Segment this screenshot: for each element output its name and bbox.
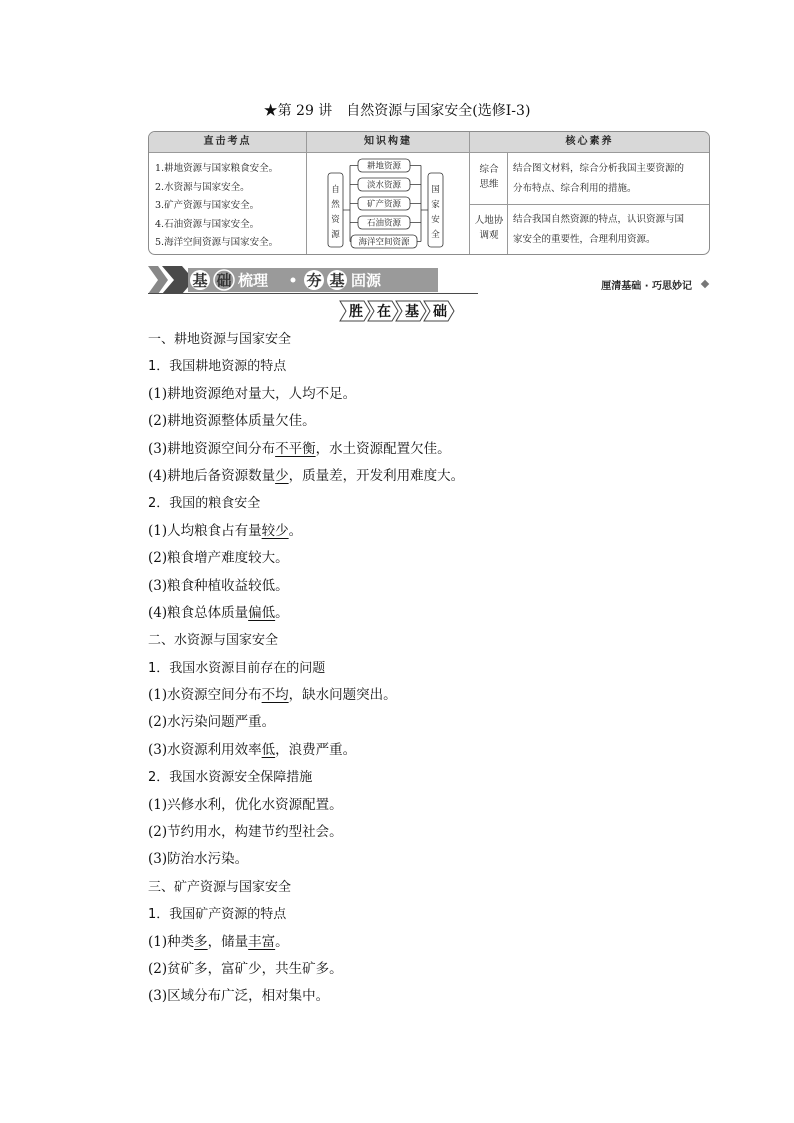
text-line: (2)粮食增产难度较大。 [148,550,289,567]
body-content [148,326,708,1011]
subsection-heading: 2．我国水资源安全保障措施 [148,770,313,786]
literacy-desc: 结合我国自然资源的特点，认识资源与国 家安全的重要性，合理利用资源。 [513,214,685,245]
header-exam-points: 直击考点 [149,132,306,152]
text-line: (2)节约用水，构建节约型社会。 [148,824,343,841]
text-line: (3)粮食种植收益较低。 [148,577,289,594]
svg-text:固源: 固源 [351,271,382,290]
text-line: (2)耕地资源整体质量欠佳。 [148,413,316,430]
text-line: (1)水资源空间分布不均，缺水问题突出。 [148,687,397,704]
section-heading: 一、耕地资源与国家安全 [148,332,292,347]
text-line: (3)区域分布广泛，相对集中。 [148,988,330,1005]
diagram-item-label: 淡水资源 [366,180,402,191]
header-knowledge: 知识构建 [307,132,469,152]
diagram-item-label: 石油资源 [366,218,402,229]
svg-text:全: 全 [431,230,440,240]
svg-text:在: 在 [377,304,391,320]
subsection-heading: 1．我国水资源目前存在的问题 [148,660,326,676]
text-line: (1)耕地资源绝对量大，人均不足。 [148,385,357,402]
sub-banner [338,300,458,322]
exam-point: 1.耕地资源与国家粮食安全。 [155,163,279,174]
exam-point: 4.石油资源与国家安全。 [155,218,260,230]
svg-text:国: 国 [431,185,440,195]
text-line: (1)兴修水利，优化水资源配置。 [148,796,343,813]
text-line: (1)人均粮食占有量较少。 [148,522,303,539]
section-banner [148,266,708,294]
svg-text:资: 资 [331,215,340,225]
svg-text:基: 基 [192,271,208,290]
page-title: ★第 29 讲 自然资源与国家安全(选修Ⅰ-3) [263,103,531,119]
svg-text:夯: 夯 [306,271,322,290]
svg-text:基: 基 [329,271,345,290]
diagram-item-label: 矿产资源 [366,199,402,210]
text-line: (3)耕地资源空间分布不平衡，水土资源配置欠佳。 [148,440,451,457]
svg-text:安: 安 [431,215,440,225]
text-line: (1)种类多，储量丰富。 [148,933,289,950]
svg-text:梳理: 梳理 [238,271,269,290]
exam-point: 5.海洋空间资源与国家安全。 [155,237,279,248]
banner-graphic [148,266,478,294]
text-line: (3)水资源利用效率低，浪费严重。 [148,741,357,758]
subsection-heading: 1．我国耕地资源的特点 [148,359,287,375]
section-heading: 二、水资源与国家安全 [148,633,279,649]
literacy-desc: 结合图文材料，综合分析我国主要资源的 分布特点、综合利用的措施。 [513,163,685,194]
subsection-heading: 2．我国的粮食安全 [148,496,261,512]
knowledge-diagram [324,155,445,250]
svg-text:然: 然 [331,200,340,210]
text-line: (2)水污染问题严重。 [148,714,276,731]
overview-table [148,131,710,255]
exam-point: 2.水资源与国家安全。 [155,181,250,193]
header-literacy: 核心素养 [470,132,709,152]
section-heading: 三、矿产资源与国家安全 [148,879,292,895]
svg-text:自: 自 [331,185,340,195]
literacy-name: 人地协 调观 [474,215,504,241]
svg-text:基: 基 [405,304,419,320]
text-line: (2)贫矿多，富矿少，共生矿多。 [148,960,343,977]
svg-text:础: 础 [216,271,232,290]
exam-point: 3.矿产资源与国家安全。 [155,200,260,211]
svg-text:源: 源 [331,230,340,240]
literacy-name: 综合 思维 [479,164,499,190]
svg-text:础: 础 [433,304,447,320]
text-line: (3)防治水污染。 [148,851,249,868]
diagram-item-label: 耕地资源 [366,161,402,172]
svg-text:胜: 胜 [349,304,363,320]
svg-text:家: 家 [431,200,440,210]
text-line: (4)耕地后备资源数量少，质量差，开发利用难度大。 [148,467,465,484]
banner-right-label: 厘清基础 · 巧思妙记 [601,281,692,292]
exam-points-list [155,160,278,253]
diagram-item-label: 海洋空间资源 [358,237,410,248]
text-line: (4)粮食总体质量偏低。 [148,604,289,621]
diamond-icon [701,280,709,288]
subsection-heading: 1．我国矿产资源的特点 [148,907,287,923]
